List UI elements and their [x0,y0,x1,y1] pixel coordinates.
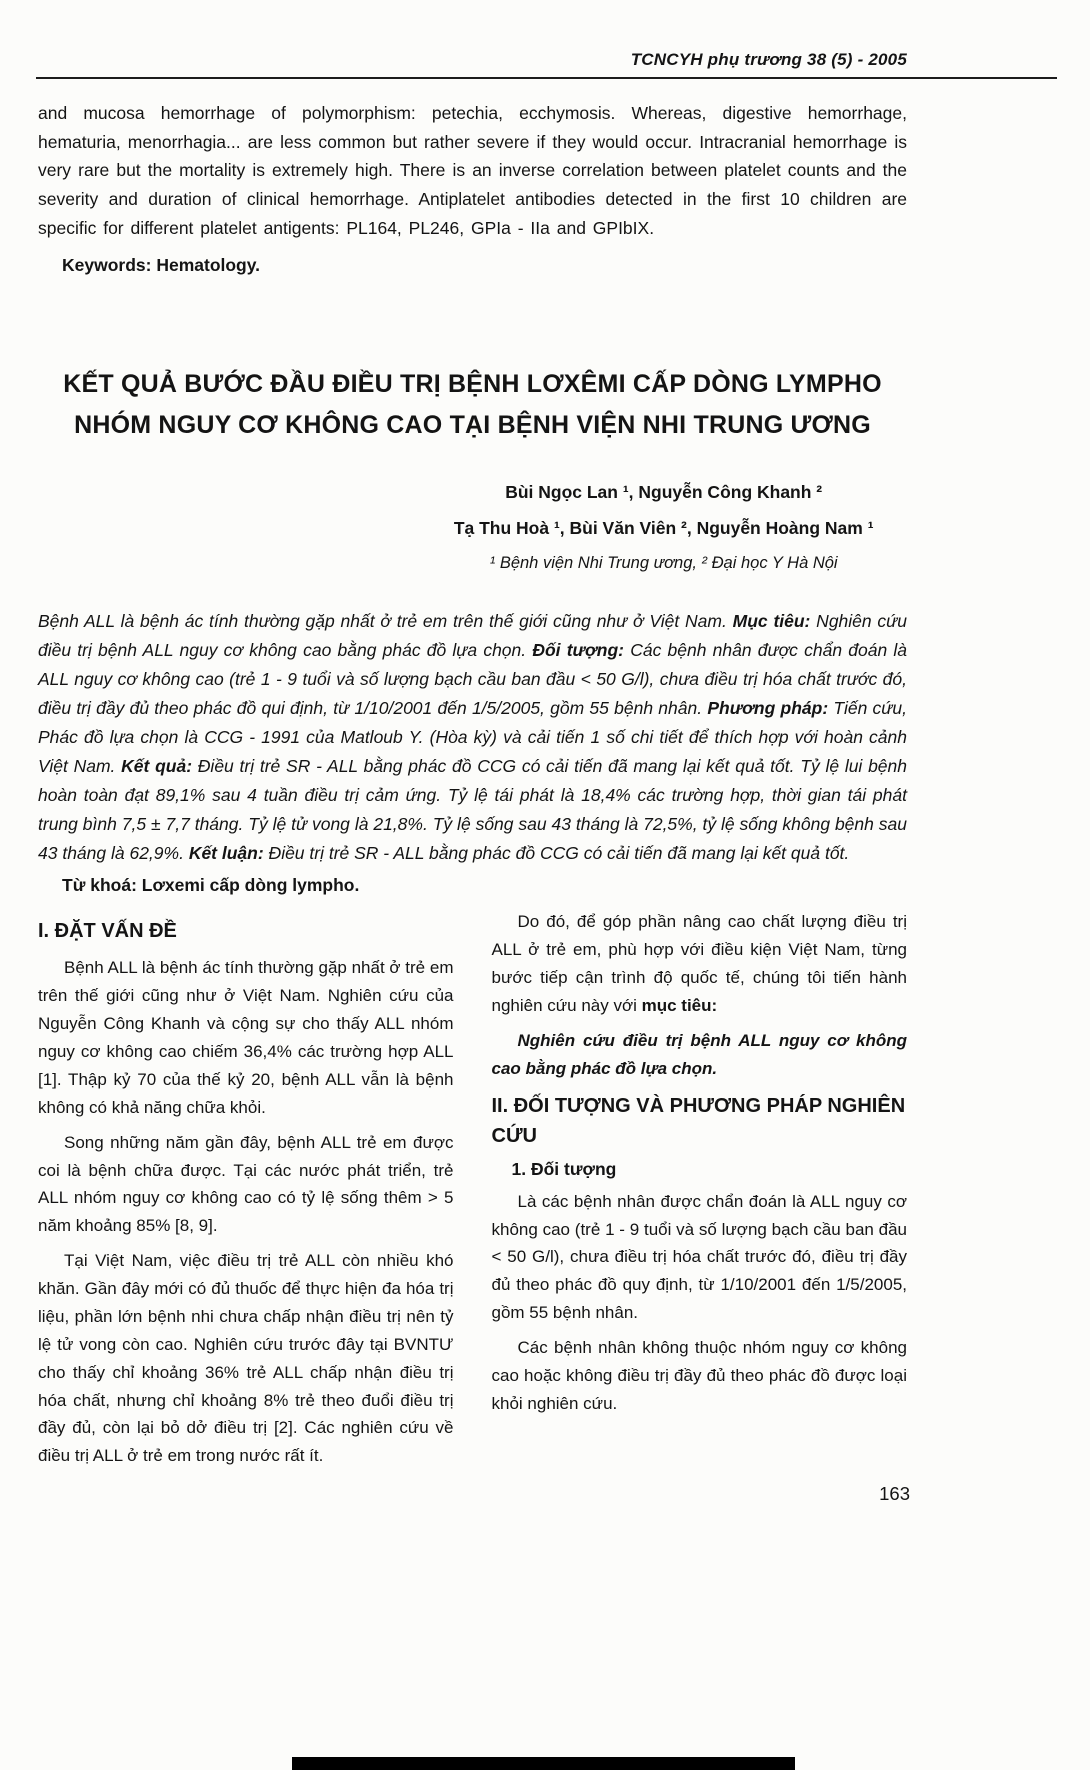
article-title [38,364,907,445]
two-column-body [38,908,907,1477]
intro-paragraph-3: Tại Việt Nam, việc điều trị trẻ ALL còn nhiều khó khăn. Gần đây mới có đủ thuốc để thực hiện đa hóa trị liệu, phần lớn bệnh nhi chưa chấp nhận điều trị nên tỷ lệ tử vong còn cao. Nghiên cứu trước đây tại BVNTƯ cho thấy chỉ khoảng 36% trẻ ALL chấp nhận điều trị hóa chất, nhưng chỉ khoảng 8% trẻ theo đuổi điều trị đầy đủ, còn lại bỏ dở điều trị [2]. Các nghiên cứu về điều trị ALL ở trẻ em trong nước rất ít. [38,1251,454,1466]
intro-paragraph-2: Song những năm gần đây, bệnh ALL trẻ em được coi là bệnh chữa được. Tại các nước phát triển, trẻ ALL nhóm nguy cơ không cao có tỷ lệ sống thêm > 5 năm khoảng 85% [8, 9]. [38,1132,454,1236]
scan-artifact-bar [292,1757,795,1770]
article-title-line-2: NHÓM NGUY CƠ KHÔNG CAO TẠI BỆNH VIỆN NHI TRUNG ƯƠNG [74,410,871,439]
vietnamese-abstract: Bệnh ALL là bệnh ác tính thường gặp nhất ở trẻ em trên thế giới cũng như ở Việt Nam. Mục tiêu: Nghiên cứu điều trị bệnh ALL nguy cơ không cao bằng phác đồ lựa chọn. Đối tượng: Các bệnh nhân được chẩn đoán là ALL nguy cơ không cao (trẻ 1 - 9 tuổi và số lượng bạch cầu ban đầu < 50 G/l), chưa điều trị hóa chất trước đó, điều trị đầy đủ theo phác đồ qui định, từ 1/10/2001 đến 1/5/2005, gồm 55 bệnh nhân. Phương pháp: Tiến cứu, Phác đồ lựa chọn là CCG - 1991 của Matloub Y. (Hòa kỳ) và cải tiến 1 số chi tiết để thích hợp với hoàn cảnh Việt Nam. Kết quả: Điều trị trẻ SR - ALL bằng phác đồ CCG có cải tiến đã mang lại kết quả tốt. Tỷ lệ lui bệnh hoàn toàn đạt 89,1% sau 4 tuần điều trị cảm ứng. Tỷ lệ tái phát là 18,4% các trường hợp, thời gian tái phát trung bình 7,5 ± 7,7 tháng. Tỷ lệ tử vong là 21,8%. Tỷ lệ sống sau 43 tháng là 72,5%, tỷ lệ sống không bệnh sau 43 tháng là 62,9%. Kết luận: Điều trị trẻ SR - ALL bằng phác đồ CCG có cải tiến đã mang lại kết quả tốt. [38,611,908,864]
intro-paragraph-1: Bệnh ALL là bệnh ác tính thường gặp nhất ở trẻ em trên thế giới cũng như ở Việt Nam. Nghiên cứu của Nguyễn Công Khanh và cộng sự cho thấy ALL nhóm nguy cơ không cao chiếm 36,4% các trường hợp ALL [1]. Thập kỷ 70 của thế kỷ 20, bệnh ALL vẫn là bệnh không có khả năng chữa khỏi. [38,958,454,1117]
objective-statement: Nghiên cứu điều trị bệnh ALL nguy cơ không cao bằng phác đồ lựa chọn. [491,1030,907,1078]
english-keywords-line: Keywords: Hematology. [62,255,261,276]
left-column [38,908,454,1477]
author-line-1: Bùi Ngọc Lan ¹, Nguyễn Công Khanh ² [505,482,823,503]
author-line-2: Tạ Thu Hoà ¹, Bùi Văn Viên ², Nguyễn Hoàng Nam ¹ [453,518,874,539]
affiliation-line: ¹ Bệnh viện Nhi Trung ương, ² Đại học Y Hà Nội [489,554,838,573]
methods-paragraph-1: Là các bệnh nhân được chẩn đoán là ALL nguy cơ không cao (trẻ 1 - 9 tuổi và số lượng bạch cầu ban đầu < 50 G/l), chưa điều trị hóa chất trước đó, điều trị đầy đủ theo phác đồ quy định, từ 1/10/2001 đến 1/5/2005, gồm 55 bệnh nhân. [491,1191,907,1323]
section-heading-intro: I. ĐẶT VẤN ĐỀ [38,920,177,943]
vietnamese-keywords-line: Từ khoá: Lơxemi cấp dòng lympho. [62,875,360,896]
journal-issue-title: TCNCYH phụ trương 38 (5) - 2005 [630,50,907,69]
subsection-heading-subjects: 1. Đối tượng [511,1158,617,1179]
english-abstract-paragraph: and mucosa hemorrhage of polymorphism: petechia, ecchymosis. Whereas, digestive hemorrhage, hematuria, menorrhagia... are less common but rather severe if they would occur. Intracranial hemorrhage is very rare but the mortality is extremely high. There is an inverse correlation between platelet counts and the severity and duration of clinical hemorrhage. Antiplatelet antibodies detected in the first 10 children are specific for different platelet antigents: PL164, PL246, GPIa - IIa and GPIbIX. [38,103,907,238]
right-column [492,908,908,1477]
methods-paragraph-2: Các bệnh nhân không thuộc nhóm nguy cơ không cao hoặc không điều trị đầy đủ theo phác đồ được loại khỏi nghiên cứu. [491,1338,907,1413]
intro-paragraph-4: Do đó, để góp phần nâng cao chất lượng điều trị ALL ở trẻ em, phù hợp với điều kiện Việt Nam, từng bước tiếp cận trình độ quốc tế, chúng tôi tiến hành nghiên cứu này với mục tiêu: [491,912,907,1016]
authors-block [420,475,907,581]
page-number: 163 [879,1483,910,1504]
section-heading-methods: II. ĐỐI TƯỢNG VÀ PHƯƠNG PHÁP NGHIÊN CỨU [491,1094,906,1147]
running-header [38,50,907,70]
header-rule [36,77,1057,79]
article-title-line-1: KẾT QUẢ BƯỚC ĐẦU ĐIỀU TRỊ BỆNH LƠXÊMI CẤP DÒNG LYMPHO [63,370,882,399]
